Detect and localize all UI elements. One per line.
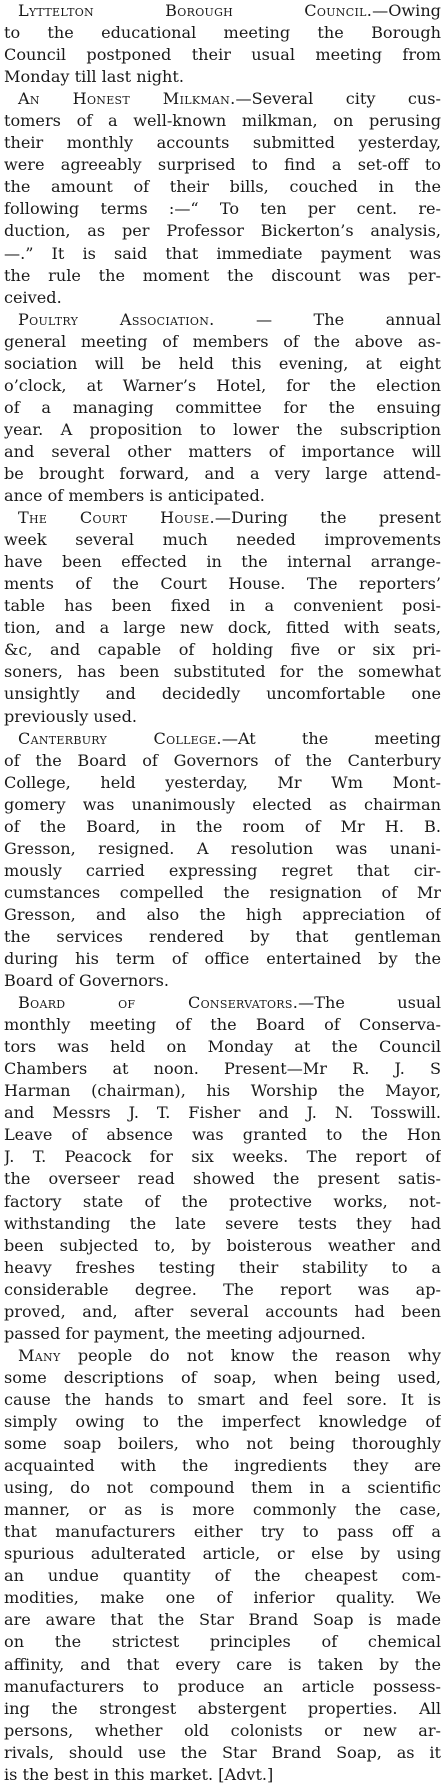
text-line: Gresson, and also the high appreciation of [4, 904, 441, 924]
text-line: some soap boilers, who not being thoroughly [4, 1434, 441, 1454]
text-line: factory state of the protective works, not- [4, 1191, 441, 1211]
text-line: J. T. Peacock for six weeks. The report of [4, 1147, 441, 1167]
text-line: of a managing committee for the ensuing [4, 397, 441, 417]
text-line: Council postponed their usual meeting from [4, 45, 441, 65]
paragraph-board-of-conservators [4, 992, 441, 1345]
text-line: year. A proposition to lower the subscription [4, 419, 441, 439]
text-line [4, 309, 441, 331]
text-line: to the educational meeting the Borough [4, 23, 441, 43]
text-line: of the Board of Governors of the Canterbury [4, 750, 441, 770]
text-line: their monthly accounts submitted yesterday, [4, 133, 441, 153]
text-line: the services rendered by that gentleman [4, 926, 441, 946]
text-line: &c, and capable of holding five or six pri- [4, 640, 441, 660]
paragraph-lyttelton-borough-council [4, 0, 441, 88]
text-line: heavy freshes testing their stability to a [4, 1257, 441, 1277]
paragraph-heading: Many [18, 1345, 61, 1365]
text-line: modities, make one of inferior quality. We [4, 1588, 441, 1608]
text-line [4, 507, 441, 529]
text-line: is the best in this market. [Advt.] [4, 1764, 274, 1784]
text-line: been subjected to, by boisterous weather and [4, 1235, 441, 1255]
text-line: monthly meeting of the Board of Conserva- [4, 1015, 441, 1035]
text-line: mously carried expressing regret that cir- [4, 860, 441, 880]
text-line: unsightly and decidedly uncomfortable one [4, 684, 441, 704]
text-line: following terms :—“ To ten per cent. re- [4, 199, 441, 219]
text-line: Chambers at noon. Present—Mr R. J. S [4, 1059, 441, 1079]
text-fragment: —Several city cus- [235, 89, 441, 109]
text-line: duction, as per Professor Bickerton’s analysis, [4, 221, 441, 241]
text-line: some descriptions of soap, when being used, [4, 1367, 441, 1387]
text-line: previously used. [4, 706, 137, 726]
text-line: withstanding the late severe tests they had [4, 1213, 441, 1233]
paragraph-honest-milkman [4, 88, 441, 308]
text-line: spurious adulterated article, or else by using [4, 1544, 441, 1564]
text-line: be brought forward, and a very large attend- [4, 463, 441, 483]
text-line: o’clock, at Warner’s Hotel, for the election [4, 375, 441, 395]
text-fragment: — The annual [214, 309, 441, 329]
paragraph-heading: Lyttelton Borough Council. [18, 1, 373, 20]
text-line: tomers of a well-known milkman, on perusing [4, 111, 441, 131]
text-line: Board of Governors. [4, 971, 169, 991]
text-line: an undue quantity of the cheapest com- [4, 1566, 441, 1586]
text-fragment: —Owing [372, 1, 441, 20]
text-line: the rule the moment the discount was per- [4, 265, 441, 285]
text-line: sociation will be held this evening, at eight [4, 353, 441, 373]
text-line: affinity, and that every care is taken by the [4, 1654, 441, 1674]
paragraph-star-brand-soap-advertisement [4, 1345, 441, 1786]
text-line: on the strictest principles of chemical [4, 1632, 441, 1652]
paragraph-heading: Poultry Association. [18, 309, 215, 329]
text-line [4, 0, 441, 22]
paragraph-heading: Canterbury College. [18, 728, 222, 748]
text-line: cause the hands to smart and feel sore. It is [4, 1389, 441, 1409]
paragraph-canterbury-college [4, 728, 441, 993]
text-line: manner, or as is more commonly the case, [4, 1500, 441, 1520]
paragraph-poultry-association [4, 309, 441, 507]
text-line: Monday till last night. [4, 67, 185, 87]
text-line: of the Board, in the room of Mr H. B. [4, 816, 441, 836]
text-line: during his term of office entertained by the [4, 949, 441, 969]
text-line [4, 1345, 441, 1367]
paragraph-court-house [4, 507, 441, 727]
text-line: manufacturers to produce an article possess- [4, 1676, 441, 1696]
text-line: and several other matters of importance will [4, 441, 441, 461]
text-line: the amount of their bills, couched in the [4, 177, 441, 197]
text-line: acquainted with the ingredients they are [4, 1456, 441, 1476]
paragraph-heading: An Honest Milkman. [18, 89, 236, 109]
text-fragment: people do not know the reason why [60, 1345, 441, 1365]
text-line: were agreeably surprised to find a set-off to [4, 155, 441, 175]
text-line: cumstances compelled the resignation of Mr [4, 882, 441, 902]
text-line: Gresson, resigned. A resolution was unani- [4, 838, 441, 858]
text-line: have been effected in the internal arrange- [4, 552, 441, 572]
text-line: tors was held on Monday at the Council [4, 1037, 441, 1057]
text-fragment: —During the present [214, 508, 441, 528]
text-line: Leave of absence was granted to the Hon [4, 1125, 441, 1145]
text-line: College, held yesterday, Mr Wm Mont- [4, 772, 441, 792]
text-line: rivals, should use the Star Brand Soap, as it [4, 1742, 441, 1762]
text-line: ceived. [4, 287, 62, 307]
text-line: week several much needed improvements [4, 530, 441, 550]
text-line: proved, and, after several accounts had been [4, 1301, 441, 1321]
text-line: considerable degree. The report was ap- [4, 1279, 441, 1299]
paragraph-heading: Board of Conservators. [18, 993, 299, 1013]
text-line [4, 728, 441, 750]
text-line: are aware that the Star Brand Soap is made [4, 1610, 441, 1630]
text-line: that manufacturers either try to pass off a [4, 1522, 441, 1542]
text-fragment: —The usual [298, 993, 441, 1013]
text-line: passed for payment, the meeting adjourned. [4, 1323, 366, 1343]
text-line: the overseer read showed the present satis- [4, 1169, 441, 1189]
text-line: persons, whether old colonists or new ar- [4, 1720, 441, 1740]
text-line: Harman (chairman), his Worship the Mayor, [4, 1081, 441, 1101]
text-fragment: —At the meeting [221, 728, 441, 748]
text-line: table has been fixed in a convenient posi- [4, 596, 441, 616]
text-line [4, 992, 441, 1014]
paragraph-heading: The Court House. [18, 508, 215, 528]
text-line: and Messrs J. T. Fisher and J. N. Tosswill. [4, 1103, 441, 1123]
text-line: —.” It is said that immediate payment was [4, 243, 441, 263]
text-line: soners, has been substituted for the somewhat [4, 662, 441, 682]
text-line: simply owing to the imperfect knowledge of [4, 1412, 441, 1431]
text-line: gomery was unanimously elected as chairman [4, 794, 441, 814]
text-line: ments of the Court House. The reporters’ [4, 574, 441, 594]
text-line: general meeting of members of the above as- [4, 331, 441, 351]
text-line: ance of members is anticipated. [4, 486, 265, 506]
text-line: using, do not compound them in a scientific [4, 1478, 441, 1498]
text-line: tion, and a large new dock, fitted with seats, [4, 618, 441, 638]
text-line [4, 88, 441, 110]
text-line: ing the strongest abstergent properties. All [4, 1698, 441, 1718]
